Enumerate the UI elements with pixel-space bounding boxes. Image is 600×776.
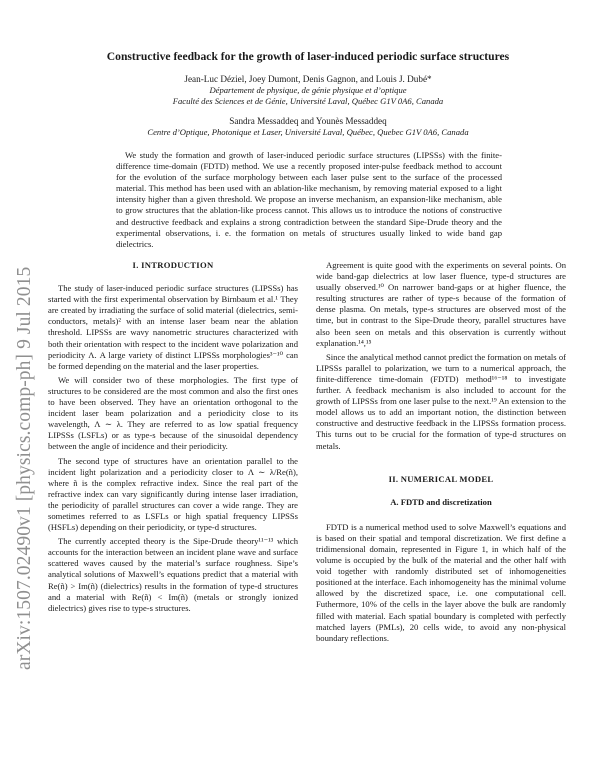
paragraph: The second type of structures have an orientation parallel to the incident light polarization and a periodicity closer to Λ ∼ λ/Re(ñ), where ñ is the complex refractive index. Since the real part of the refractive index can vary significantly during intense laser irradiation, the periodicity of parallel structures can cover a wide range. They are sometimes referred to as LSFLs or high spatial frequency LIPSSs (HSFLs) depending on their periodicity, or type-d structures.	[48, 455, 298, 533]
subsection-heading-fdtd: A. FDTD and discretization	[390, 496, 492, 507]
section-heading-introduction: I. INTRODUCTION	[132, 260, 214, 270]
paper-title: Constructive feedback for the growth of laser-induced periodic surface structures	[106, 50, 510, 63]
left-column	[48, 260, 298, 614]
abstract: We study the formation and growth of laser-induced periodic surface structures (LIPSSs) with the finite-difference time-domain (FDTD) method. We use a recently proposed inter-pulse feedback method to account for the evolution of the surface morphology between each laser pulse sent to the surface of the processed material. This method has been used with an ablation-like mechanism, by removing material exposed to a light intensity higher than a given threshold. We propose an inverse mechanism, an expansion-like mechanism, able to grow structures that the ablation-like process cannot. This allows us to introduce the notions of constructive and destructive feedback and explains a strong contradiction between the standard Sipe-Drude theory and the experimental observations, i. e. the formation on metals of structures usually linked to wide band gap dielectrics.	[116, 150, 502, 249]
paragraph: The currently accepted theory is the Sipe-Drude theory¹¹⁻¹³ which accounts for the interaction between an incident plane wave and surface scattered waves caused by the material’s surface roughness. Sipe’s analytical solutions of Maxwell’s equations predict that a material with Re(ñ) > Im(ñ) (dielectrics) results in the formation of type-d structures and a material with Re(ñ) < Im(ñ) (metals or strongly ionized dielectrics) gives rise to type-s structures.	[48, 536, 298, 613]
affiliation-1-line-2: Faculté des Sciences et de Génie, Université Laval, Québec G1V 0A6, Canada	[172, 96, 444, 106]
right-column	[316, 260, 566, 644]
author-list-1: Jean-Luc Déziel, Joey Dumont, Denis Gagnon, and Louis J. Dubé*	[184, 74, 432, 84]
paragraph: We will consider two of these morphologies. The first type of structures to be considered are the most common and also the first ones to have been observed. They have an orientation orthogonal to the incident laser beam polarization and a periodicity close to its wavelength, Λ ∼ λ. They are referred to as low spatial frequency LIPSSs (LSFLs) or as type-s because of the sinusoidal dependency between the angle of incidence and their periodicity.	[48, 374, 298, 452]
author-list-2: Sandra Messaddeq and Younès Messaddeq	[229, 116, 387, 126]
paragraph: FDTD is a numerical method used to solve Maxwell’s equations and is based on their spatial and temporal discretization. We first define a tridimensional domain, represented in Figure 1, in which half of the volume is occupied by the bulk of the material and the other half with void together with randomly distributed set of inhomogeneities positioned at the interface. Each inhomogeneity has the minimal volume allowed by the discretized space, i.e. one computational cell. Futhermore, 10% of the cells in the layer above the bulk are randomly filled with material. Each spatial boundary is completed with perfectly matched layers (PMLs), 20 cells wide, to avoid any non-physical boundary reflections.	[316, 521, 566, 643]
paragraph: The study of laser-induced periodic surface structures (LIPSSs) has started with the first experimental observation by Birnbaum et al.¹ They are created by irradiating the surface of solid material (dielectrics, semi-conductors, metals)² with an intense laser beam near the ablation threshold. LIPSSs are wavy nanometric structures characterized with both their orientation with respect to the incident wave polarization and periodicity Λ. A large variety of distinct LIPSSs morphologies³⁻¹⁰ can be formed depending on the material and the laser properties.	[48, 283, 298, 371]
affiliation-1-line-1: Département de physique, de génie physique et d’optique	[209, 85, 407, 95]
arxiv-identifier-stamp: arXiv:1507.02490v1 [physics.comp-ph] 9 Jul 2015	[14, 266, 35, 670]
paragraph: Since the analytical method cannot predict the formation on metals of LIPSSs parallel to polarization, we turn to a numerical approach, the finite-difference time-domain (FDTD) method¹⁶⁻¹⁸ to investigate further. A feedback mechanism is also included to account for the growth of LIPSSs from one laser pulse to the next.¹⁹ An extension to the model allows us to add an important notion, the distinction between constructive and destructive feedback in the LIPSSs formation process. This turns out to be crucial for the formation of type-d structures on metals.	[316, 351, 566, 451]
paragraph: Agreement is quite good with the experiments on several points. On wide band-gap dielectrics at low laser fluence, type-d structures are usually observed.¹⁰ On narrower band-gaps or at higher fluence, the resulting structures are rather of type-s because of the formation of dense plasma. On metals, type-s structures are observed most of the time, but in contrast to the Sipe-Drude theory, parallel structures have also been seen on metals and this observation is currently without explanation.¹⁴,¹⁵	[316, 260, 566, 348]
affiliation-2: Centre d’Optique, Photonique et Laser, Université Laval, Québec, Quebec G1V 0A6, Canada	[147, 127, 469, 137]
section-heading-numerical-model: II. NUMERICAL MODEL	[388, 473, 494, 484]
